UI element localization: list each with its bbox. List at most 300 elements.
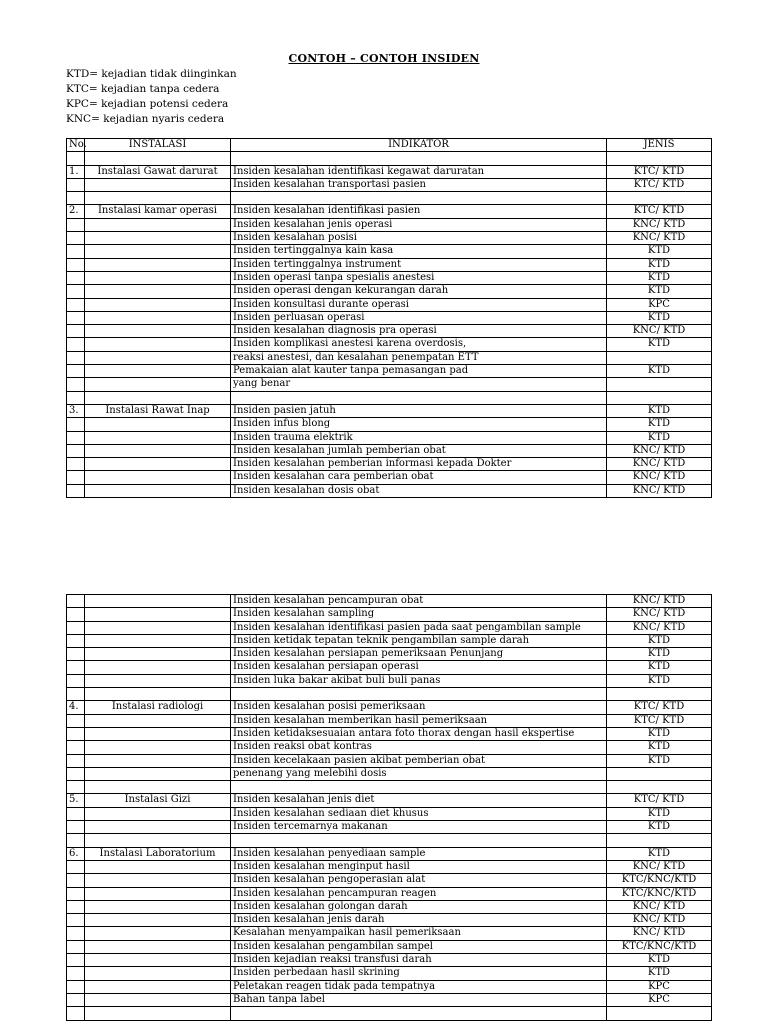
row-indikator xyxy=(231,391,607,404)
table-row xyxy=(67,767,712,780)
row-jenis: KTC/KNC/KTD xyxy=(607,887,712,900)
row-indikator: penenang yang melebihi dosis xyxy=(231,767,607,780)
row-indikator: Insiden kesalahan jenis operasi xyxy=(231,218,607,231)
row-instalasi xyxy=(85,900,231,913)
header-jenis: JENIS xyxy=(607,139,712,152)
row-number xyxy=(67,634,85,647)
table-row xyxy=(67,621,712,634)
row-number xyxy=(67,661,85,674)
row-indikator: Insiden tertinggalnya kain kasa xyxy=(231,245,607,258)
row-instalasi xyxy=(85,648,231,661)
row-number xyxy=(67,178,85,191)
row-jenis: KTD xyxy=(607,418,712,431)
row-instalasi xyxy=(85,152,231,165)
row-indikator: Insiden ketidaksesuaian antara foto thorax dengan hasil ekspertise xyxy=(231,727,607,740)
row-instalasi xyxy=(85,271,231,284)
row-indikator: Insiden kesalahan identifikasi kegawat daruratan xyxy=(231,165,607,178)
row-jenis: KTD xyxy=(607,311,712,324)
row-instalasi: Instalasi Rawat Inap xyxy=(85,404,231,417)
table-row xyxy=(67,674,712,687)
row-jenis: KPC xyxy=(607,993,712,1006)
row-indikator: Insiden tercemarnya makanan xyxy=(231,821,607,834)
row-number xyxy=(67,714,85,727)
table-row xyxy=(67,258,712,271)
table-row xyxy=(67,471,712,484)
row-indikator: Insiden kesalahan penyediaan sample xyxy=(231,847,607,860)
row-indikator: Insiden kesalahan posisi xyxy=(231,232,607,245)
row-instalasi xyxy=(85,727,231,740)
legend-item-kpc: KPC= kejadian potensi cedera xyxy=(66,98,229,110)
row-number xyxy=(67,245,85,258)
row-number xyxy=(67,444,85,457)
row-instalasi xyxy=(85,621,231,634)
legend-item-ktc: KTC= kejadian tanpa cedera xyxy=(66,83,220,95)
row-instalasi xyxy=(85,927,231,940)
header-no: No. xyxy=(67,139,85,152)
row-instalasi xyxy=(85,674,231,687)
row-number xyxy=(67,458,85,471)
row-indikator: Insiden kesalahan memberikan hasil pemeriksaan xyxy=(231,714,607,727)
table-row xyxy=(67,900,712,913)
row-jenis: KTD xyxy=(607,674,712,687)
row-number: 3. xyxy=(67,404,85,417)
row-jenis: KTD xyxy=(607,741,712,754)
table-row xyxy=(67,192,712,205)
row-instalasi xyxy=(85,688,231,701)
row-jenis: KTD xyxy=(607,754,712,767)
row-number xyxy=(67,431,85,444)
row-jenis: KTD xyxy=(607,634,712,647)
row-instalasi xyxy=(85,595,231,608)
table-row xyxy=(67,807,712,820)
row-number xyxy=(67,821,85,834)
incident-table-part-2 xyxy=(66,594,712,1021)
row-jenis: KTC/ KTD xyxy=(607,714,712,727)
row-number xyxy=(67,325,85,338)
table-row xyxy=(67,351,712,364)
table-row xyxy=(67,418,712,431)
row-jenis xyxy=(607,192,712,205)
row-number xyxy=(67,1007,85,1020)
row-number: 6. xyxy=(67,847,85,860)
row-jenis: KTD xyxy=(607,967,712,980)
row-number xyxy=(67,767,85,780)
row-indikator: Insiden kesalahan pencampuran obat xyxy=(231,595,607,608)
row-jenis: KNC/ KTD xyxy=(607,608,712,621)
row-indikator: Insiden kesalahan pengoperasian alat xyxy=(231,874,607,887)
table-row xyxy=(67,1007,712,1020)
table-row xyxy=(67,940,712,953)
table-row xyxy=(67,993,712,1006)
row-number xyxy=(67,807,85,820)
table-row xyxy=(67,378,712,391)
table-row xyxy=(67,741,712,754)
row-number xyxy=(67,754,85,767)
row-jenis xyxy=(607,834,712,847)
row-indikator: Insiden reaksi obat kontras xyxy=(231,741,607,754)
row-jenis: KNC/ KTD xyxy=(607,458,712,471)
row-indikator: Insiden kesalahan sediaan diet khusus xyxy=(231,807,607,820)
row-indikator: Insiden kecelakaan pasien akibat pemberian obat xyxy=(231,754,607,767)
row-number xyxy=(67,927,85,940)
row-indikator: Insiden kesalahan identifikasi pasien pada saat pengambilan sample xyxy=(231,621,607,634)
row-instalasi xyxy=(85,178,231,191)
row-instalasi xyxy=(85,365,231,378)
table-row xyxy=(67,325,712,338)
table-row xyxy=(67,365,712,378)
row-instalasi xyxy=(85,807,231,820)
row-indikator: yang benar xyxy=(231,378,607,391)
row-instalasi xyxy=(85,821,231,834)
row-number xyxy=(67,258,85,271)
table-row xyxy=(67,595,712,608)
row-number xyxy=(67,688,85,701)
table-row xyxy=(67,458,712,471)
row-indikator xyxy=(231,1007,607,1020)
row-instalasi xyxy=(85,351,231,364)
header-indikator: INDIKATOR xyxy=(231,139,607,152)
row-instalasi xyxy=(85,781,231,794)
row-indikator: Insiden kesalahan jenis darah xyxy=(231,914,607,927)
table-row xyxy=(67,954,712,967)
row-indikator: Insiden pasien jatuh xyxy=(231,404,607,417)
row-indikator: Insiden infus blong xyxy=(231,418,607,431)
row-instalasi xyxy=(85,325,231,338)
row-number xyxy=(67,232,85,245)
row-jenis: KTD xyxy=(607,648,712,661)
table-row xyxy=(67,404,712,417)
row-indikator: Insiden perluasan operasi xyxy=(231,311,607,324)
row-instalasi xyxy=(85,458,231,471)
header-instalasi: INSTALASI xyxy=(85,139,231,152)
row-number xyxy=(67,648,85,661)
row-indikator: Insiden luka bakar akibat buli buli panas xyxy=(231,674,607,687)
table-row xyxy=(67,874,712,887)
row-number xyxy=(67,418,85,431)
row-number: 2. xyxy=(67,205,85,218)
table-row xyxy=(67,178,712,191)
row-indikator: Insiden komplikasi anestesi karena overdosis, xyxy=(231,338,607,351)
table-row xyxy=(67,391,712,404)
row-number xyxy=(67,152,85,165)
table-row xyxy=(67,860,712,873)
row-jenis: KTD xyxy=(607,404,712,417)
row-number xyxy=(67,741,85,754)
row-jenis: KNC/ KTD xyxy=(607,900,712,913)
row-jenis: KTD xyxy=(607,258,712,271)
row-jenis: KTD xyxy=(607,847,712,860)
row-indikator: Insiden tertinggalnya instrument xyxy=(231,258,607,271)
row-instalasi: Instalasi Gizi xyxy=(85,794,231,807)
row-indikator: Insiden ketidak tepatan teknik pengambilan sample darah xyxy=(231,634,607,647)
row-number xyxy=(67,471,85,484)
row-number xyxy=(67,391,85,404)
row-instalasi xyxy=(85,444,231,457)
table-row xyxy=(67,887,712,900)
row-jenis: KNC/ KTD xyxy=(607,484,712,497)
row-number xyxy=(67,781,85,794)
row-instalasi xyxy=(85,661,231,674)
row-indikator: Pemakaian alat kauter tanpa pemasangan pad xyxy=(231,365,607,378)
row-number xyxy=(67,980,85,993)
row-instalasi: Instalasi Laboratorium xyxy=(85,847,231,860)
row-jenis: KTC/KNC/KTD xyxy=(607,874,712,887)
row-number xyxy=(67,218,85,231)
row-instalasi xyxy=(85,954,231,967)
row-instalasi xyxy=(85,218,231,231)
row-instalasi xyxy=(85,258,231,271)
row-indikator: Insiden kesalahan sampling xyxy=(231,608,607,621)
row-instalasi xyxy=(85,298,231,311)
incident-table-part-1 xyxy=(66,138,712,498)
row-indikator: Insiden kesalahan golongan darah xyxy=(231,900,607,913)
row-indikator: Insiden kesalahan dosis obat xyxy=(231,484,607,497)
row-jenis: KNC/ KTD xyxy=(607,595,712,608)
table-row xyxy=(67,444,712,457)
row-indikator: Kesalahan menyampaikan hasil pemeriksaan xyxy=(231,927,607,940)
row-jenis: KNC/ KTD xyxy=(607,471,712,484)
row-instalasi xyxy=(85,887,231,900)
row-number: 5. xyxy=(67,794,85,807)
table-row xyxy=(67,218,712,231)
row-number xyxy=(67,860,85,873)
row-indikator: Insiden kesalahan pengambilan sampel xyxy=(231,940,607,953)
row-jenis xyxy=(607,688,712,701)
row-instalasi: Instalasi Gawat darurat xyxy=(85,165,231,178)
row-instalasi xyxy=(85,940,231,953)
table-row xyxy=(67,967,712,980)
row-jenis xyxy=(607,1007,712,1020)
row-jenis: KNC/ KTD xyxy=(607,232,712,245)
row-indikator: Insiden kesalahan identifikasi pasien xyxy=(231,205,607,218)
table-row xyxy=(67,834,712,847)
row-number xyxy=(67,967,85,980)
row-jenis: KTD xyxy=(607,821,712,834)
row-number xyxy=(67,192,85,205)
row-indikator: Insiden kesalahan posisi pemeriksaan xyxy=(231,701,607,714)
table-row xyxy=(67,847,712,860)
row-instalasi xyxy=(85,741,231,754)
row-indikator: Insiden trauma elektrik xyxy=(231,431,607,444)
row-jenis: KTD xyxy=(607,285,712,298)
row-instalasi xyxy=(85,338,231,351)
row-instalasi xyxy=(85,431,231,444)
row-number xyxy=(67,674,85,687)
table-row xyxy=(67,914,712,927)
row-instalasi xyxy=(85,471,231,484)
table-row xyxy=(67,634,712,647)
row-jenis: KNC/ KTD xyxy=(607,914,712,927)
row-indikator: Insiden kesalahan persiapan pemeriksaan Penunjang xyxy=(231,648,607,661)
row-indikator: Insiden kesalahan transportasi pasien xyxy=(231,178,607,191)
row-jenis: KNC/ KTD xyxy=(607,325,712,338)
row-number xyxy=(67,338,85,351)
table-row xyxy=(67,431,712,444)
row-jenis: KPC xyxy=(607,298,712,311)
row-jenis: KTC/ KTD xyxy=(607,794,712,807)
table-row xyxy=(67,754,712,767)
table-header-row xyxy=(67,139,712,152)
row-jenis: KTD xyxy=(607,338,712,351)
abbreviation-legend xyxy=(66,67,237,127)
row-number xyxy=(67,595,85,608)
row-indikator xyxy=(231,688,607,701)
row-number xyxy=(67,834,85,847)
row-jenis xyxy=(607,767,712,780)
row-indikator: Insiden konsultasi durante operasi xyxy=(231,298,607,311)
row-jenis: KTC/ KTD xyxy=(607,205,712,218)
row-number xyxy=(67,608,85,621)
row-instalasi xyxy=(85,767,231,780)
table-row xyxy=(67,285,712,298)
row-jenis xyxy=(607,391,712,404)
row-indikator: Insiden kesalahan persiapan operasi xyxy=(231,661,607,674)
row-jenis: KNC/ KTD xyxy=(607,621,712,634)
row-number xyxy=(67,311,85,324)
row-jenis: KTC/KNC/KTD xyxy=(607,940,712,953)
row-number xyxy=(67,484,85,497)
row-instalasi xyxy=(85,232,231,245)
row-number xyxy=(67,993,85,1006)
row-indikator: Insiden kesalahan cara pemberian obat xyxy=(231,471,607,484)
row-indikator xyxy=(231,152,607,165)
row-indikator: Bahan tanpa label xyxy=(231,993,607,1006)
row-jenis: KNC/ KTD xyxy=(607,860,712,873)
row-instalasi xyxy=(85,874,231,887)
table-row xyxy=(67,727,712,740)
row-jenis: KTD xyxy=(607,661,712,674)
row-instalasi xyxy=(85,311,231,324)
table-row xyxy=(67,245,712,258)
row-number xyxy=(67,727,85,740)
table-row xyxy=(67,648,712,661)
table-row xyxy=(67,298,712,311)
row-number xyxy=(67,887,85,900)
table-row xyxy=(67,165,712,178)
row-jenis: KTD xyxy=(607,807,712,820)
row-number xyxy=(67,271,85,284)
table-row xyxy=(67,152,712,165)
table-row xyxy=(67,781,712,794)
table-row xyxy=(67,794,712,807)
table-row xyxy=(67,338,712,351)
row-number xyxy=(67,378,85,391)
row-jenis xyxy=(607,152,712,165)
row-jenis: KTC/ KTD xyxy=(607,178,712,191)
row-jenis: KTC/ KTD xyxy=(607,701,712,714)
row-jenis: KNC/ KTD xyxy=(607,927,712,940)
row-indikator: Insiden kesalahan jumlah pemberian obat xyxy=(231,444,607,457)
table-row xyxy=(67,271,712,284)
row-number xyxy=(67,874,85,887)
row-jenis xyxy=(607,378,712,391)
row-number xyxy=(67,621,85,634)
table-row xyxy=(67,311,712,324)
table-row xyxy=(67,701,712,714)
row-jenis: KTC/ KTD xyxy=(607,165,712,178)
row-jenis: KTD xyxy=(607,245,712,258)
row-jenis: KTD xyxy=(607,954,712,967)
row-instalasi xyxy=(85,245,231,258)
row-number xyxy=(67,298,85,311)
row-number xyxy=(67,285,85,298)
row-number xyxy=(67,954,85,967)
row-instalasi xyxy=(85,754,231,767)
table-row xyxy=(67,205,712,218)
row-instalasi xyxy=(85,993,231,1006)
row-indikator: Insiden kejadian reaksi transfusi darah xyxy=(231,954,607,967)
row-jenis: KNC/ KTD xyxy=(607,218,712,231)
row-indikator: Insiden kesalahan menginput hasil xyxy=(231,860,607,873)
row-instalasi xyxy=(85,1007,231,1020)
row-instalasi: Instalasi radiologi xyxy=(85,701,231,714)
row-indikator: Insiden kesalahan jenis diet xyxy=(231,794,607,807)
row-jenis: KTD xyxy=(607,431,712,444)
row-indikator xyxy=(231,192,607,205)
row-number xyxy=(67,365,85,378)
row-indikator: Insiden operasi tanpa spesialis anestesi xyxy=(231,271,607,284)
row-indikator: Insiden perbedaan hasil skrining xyxy=(231,967,607,980)
table-row xyxy=(67,688,712,701)
row-jenis: KPC xyxy=(607,980,712,993)
row-instalasi xyxy=(85,860,231,873)
row-instalasi xyxy=(85,418,231,431)
row-jenis: KTD xyxy=(607,271,712,284)
row-instalasi xyxy=(85,285,231,298)
row-instalasi xyxy=(85,714,231,727)
row-instalasi xyxy=(85,980,231,993)
row-number xyxy=(67,914,85,927)
row-indikator: Insiden operasi dengan kekurangan darah xyxy=(231,285,607,298)
row-number xyxy=(67,940,85,953)
row-instalasi xyxy=(85,484,231,497)
document-title: CONTOH – CONTOH INSIDEN xyxy=(288,52,480,65)
row-number: 1. xyxy=(67,165,85,178)
row-indikator xyxy=(231,834,607,847)
row-indikator: Peletakan reagen tidak pada tempatnya xyxy=(231,980,607,993)
row-instalasi xyxy=(85,378,231,391)
row-instalasi xyxy=(85,391,231,404)
legend-item-knc: KNC= kejadian nyaris cedera xyxy=(66,113,225,125)
row-instalasi xyxy=(85,608,231,621)
row-indikator: Insiden kesalahan diagnosis pra operasi xyxy=(231,325,607,338)
row-number xyxy=(67,900,85,913)
row-jenis: KTD xyxy=(607,365,712,378)
row-indikator: Insiden kesalahan pemberian informasi kepada Dokter xyxy=(231,458,607,471)
row-indikator: reaksi anestesi, dan kesalahan penempatan ETT xyxy=(231,351,607,364)
table-row xyxy=(67,232,712,245)
row-instalasi xyxy=(85,192,231,205)
table-row xyxy=(67,980,712,993)
row-instalasi xyxy=(85,634,231,647)
table-row xyxy=(67,927,712,940)
row-jenis xyxy=(607,781,712,794)
table-row xyxy=(67,661,712,674)
row-instalasi: Instalasi kamar operasi xyxy=(85,205,231,218)
row-instalasi xyxy=(85,914,231,927)
row-instalasi xyxy=(85,834,231,847)
row-number: 4. xyxy=(67,701,85,714)
row-jenis: KTD xyxy=(607,727,712,740)
table-row xyxy=(67,821,712,834)
row-jenis xyxy=(607,351,712,364)
row-number xyxy=(67,351,85,364)
table-row xyxy=(67,484,712,497)
legend-item-ktd: KTD= kejadian tidak diinginkan xyxy=(66,68,237,80)
row-indikator xyxy=(231,781,607,794)
row-indikator: Insiden kesalahan pencampuran reagen xyxy=(231,887,607,900)
row-jenis: KNC/ KTD xyxy=(607,444,712,457)
